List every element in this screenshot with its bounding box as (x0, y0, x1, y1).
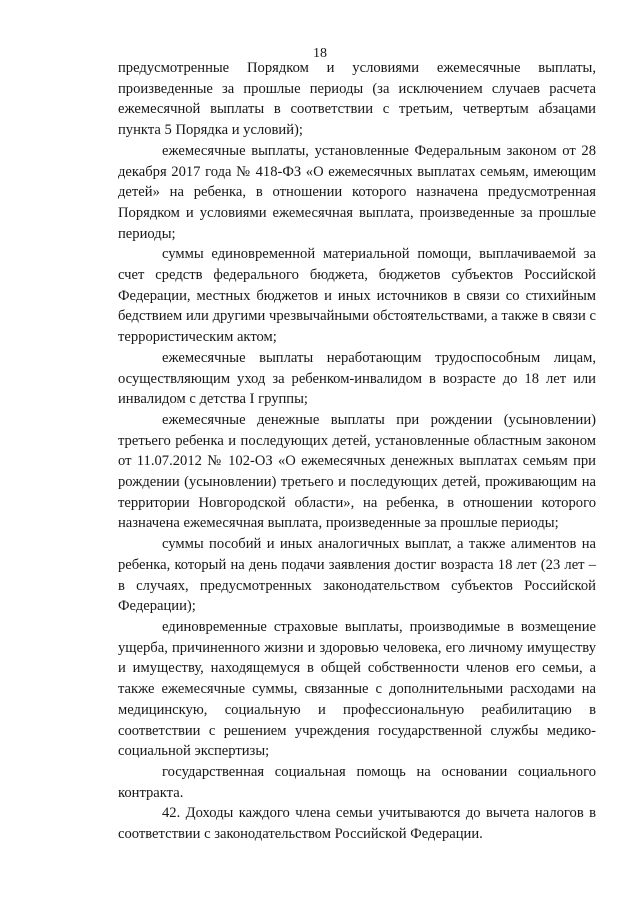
paragraph-benefits-and-alimony: суммы пособий и иных аналогичных выплат, а также алиментов на ребенка, который на день подачи заявления достиг возраста 18 лет (23 лет – в случаях, предусмотренных законодательством субъектов Российской Федерации); (118, 536, 596, 615)
paragraph-prior-period-payments: предусмотренные Порядком и условиями ежемесячные выплаты, произведенные за прошлые периоды (за исключением случаев расчета ежемесячной выплаты в соответствии с третьим, четвертым абзацами пункта 5 Порядка и условий); (118, 60, 596, 139)
paragraph-caregiver-payments: ежемесячные выплаты неработающим трудоспособным лицам, осуществляющим уход за ребенком-инвалидом в возрасте до 18 лет или инвалидом с детства I группы; (118, 349, 596, 408)
paragraph-third-child-payments: ежемесячные денежные выплаты при рождении (усыновлении) третьего ребенка и последующих детей, установленные областным законом от 11.07.2012 № 102-ОЗ «О ежемесячных денежных выплатах семьям при рождении (усыновлении) третьего и последующих детей, проживающим на территории Новгородской области», на ребенка, в отношении которого назначена ежемесячная выплата, произведенные за прошлые периоды; (118, 411, 596, 532)
paragraph-one-time-material-aid: суммы единовременной материальной помощи, выплачиваемой за счет средств федерального бюджета, бюджетов субъектов Российской Федерации, местных бюджетов и иных источников в связи со стихийным бедствием или другими чрезвычайными обстоятельствами, а также в связи с террористическим актом; (118, 246, 596, 346)
page-number: 18 (313, 46, 327, 61)
paragraph-social-contract: государственная социальная помощь на основании социального контракта. (118, 763, 596, 801)
paragraph-item-42: 42. Доходы каждого члена семьи учитываются до вычета налогов в соответствии с законодательством Российской Федерации. (118, 805, 596, 843)
paragraph-insurance-payments: единовременные страховые выплаты, производимые в возмещение ущерба, причиненного жизни и здоровью человека, его личному имуществу и имуществу, находящемуся в общей собственности членов его семьи, а также ежемесячные суммы, связанные с дополнительными расходами на медицинскую, социальную и профессиональную реабилитацию в соответствии с решением учреждения государственной службы медико-социальной экспертизы; (118, 618, 596, 760)
paragraph-federal-law-418: ежемесячные выплаты, установленные Федеральным законом от 28 декабря 2017 года № 418-ФЗ «О ежемесячных выплатах семьям, имеющим детей» на ребенка, в отношении которого назначена предусмотренная Порядком и условиями ежемесячная выплата, произведенные за прошлые периоды; (118, 142, 596, 242)
document-body (118, 58, 596, 845)
